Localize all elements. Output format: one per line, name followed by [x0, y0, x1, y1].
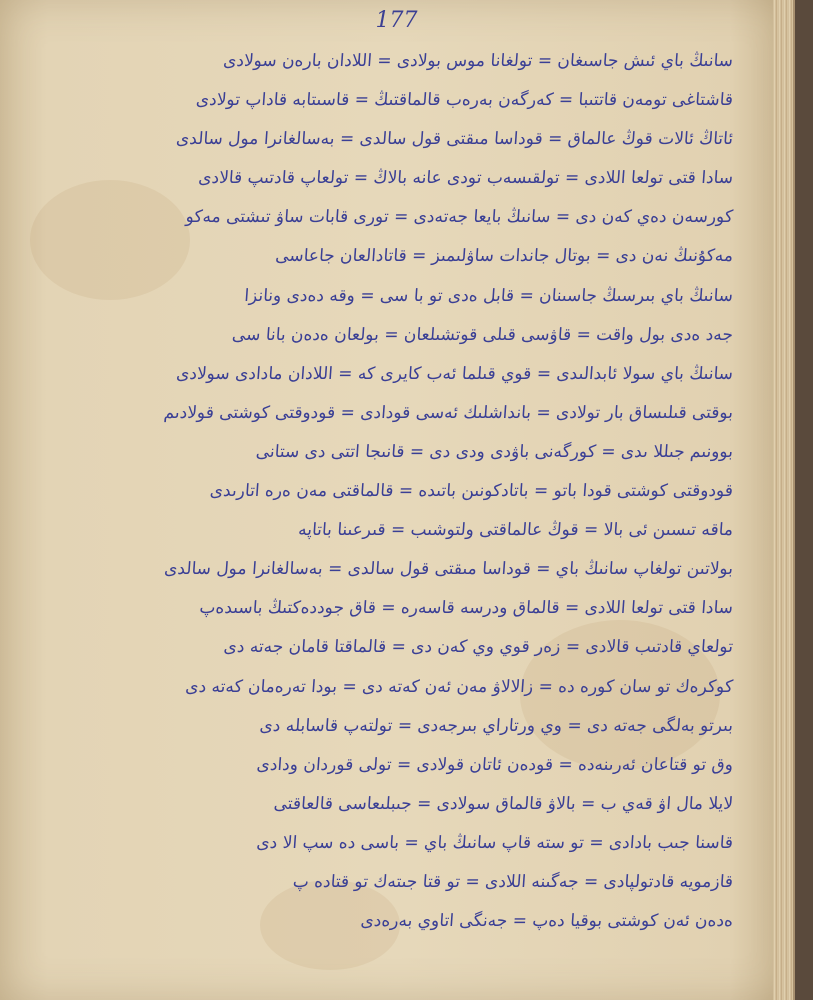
text-line: سانىڭ باي ئىش جاسىغان = تولغانا موس بولادى = اللادان بارەن سولادى	[222, 51, 734, 71]
text-line: وق تو قتاعان ئەرىنەدە = قودەن ئاتان قولادى = تولى قوردان ودادى	[255, 754, 734, 775]
text-line: كوكرەك تو سان كورە دە = زالالاۋ مەن ئەن كەتە دى = بودا تەرەمان كەتە دى	[184, 676, 734, 697]
text-line: تولعاي قادتىب قالادى = زەر قوي وي كەن دى = قالماقتا قامان جەتە دى	[222, 637, 734, 658]
text-line: لايلا مال اۋ قەي ب = بالاۋ قالماق سولادى = جىبلىعاسى قالعاقتى	[272, 793, 734, 814]
handwritten-text-block	[33, 42, 733, 941]
text-line: بوقتى قىلىساق بار تولادى = بانداشلىك ئەسى قودادى = قودوقتى كوشتى قولادىم	[162, 402, 734, 423]
text-line: ەدەن ئەن كوشتى بوقيا دەپ = جەنگى اتاوي بەرەدى	[359, 911, 734, 932]
text-line: مەكۇنىڭ نەن دى = بوتال جاندات ساۋلىمىز = قاتادالعان جاعاسى	[274, 246, 734, 267]
text-line: سانىڭ باي بىرسىڭ جاسىنان = قابل ەدى تو با سى = وقە دەدى ونانزا	[243, 285, 734, 306]
text-line: سادا قتى تولعا اللادى = تولقىسەب تودى عانە بالاڭ = تولعاپ قادتىپ قالادى	[197, 168, 734, 189]
text-line: كورسەن دەي كەن دى = سانىڭ بايعا جەتەدى = تورى قابات ساۋ تىشتى مەكو	[185, 207, 734, 228]
page-edge	[773, 0, 793, 1000]
text-line: بىرتو بەلگى جەتە دى = وي ورتاراي بىرجەدى = تولتەپ قاسابلە دى	[258, 715, 734, 736]
text-line: ماقە تىسىن ئى بالا = قوڭ عالماقتى ولتوشىب = قىرعىنا باتاپە	[297, 520, 734, 541]
text-line: قودوقتى كوشتى قودا باتو = باتادكونىن باتىدە = قالماقتى مەن ەرە اتارىدى	[209, 481, 734, 502]
text-line: قازمويە قادتولپادى = جەگىنە اللادى = تو قتا جىتەك تو قتادە پ	[292, 871, 734, 892]
text-line: قاشتاغى تومەن قاتتىبا = كەرگەن بەرەب قالماقتىڭ = قاسىتابە قاداپ تولادى	[195, 90, 734, 111]
text-line: بولاتىن تولغاپ سانىڭ باي = قوداسا مىقتى قول سالدى = بەسالغانرا مول سالدى	[163, 559, 734, 580]
text-line: بوونىم جىللا ىدى = كورگەنى باۋدى ودى دى = قانىجا اتتى دى ستانى	[255, 441, 734, 462]
text-line: قاسنا جىب بادادى = تو ستە قاپ سانىڭ باي = باسى دە سپ الا دى	[255, 832, 734, 853]
text-line: سانىڭ باي سولا ئابدالىدى = قوي قىلما ئەب كايرى كە = اللادان مادادى سولادى	[175, 363, 734, 384]
text-line: ئاتاڭ ئالات قوڭ عالماق = قوداسا مىقتى قول سالدى = بەسالغانرا مول سالدى	[175, 129, 734, 150]
page-number: 177	[375, 8, 418, 33]
text-line: جەد ەدى بول واقت = قاۋسى قىلى قوتشىلعان = بولعان ەدەن بانا سى	[231, 324, 734, 345]
text-line: سادا قتى تولعا اللادى = قالماق ودرسە قاسەرە = قاق جوددەكتىڭ باسىدەپ	[198, 598, 734, 619]
